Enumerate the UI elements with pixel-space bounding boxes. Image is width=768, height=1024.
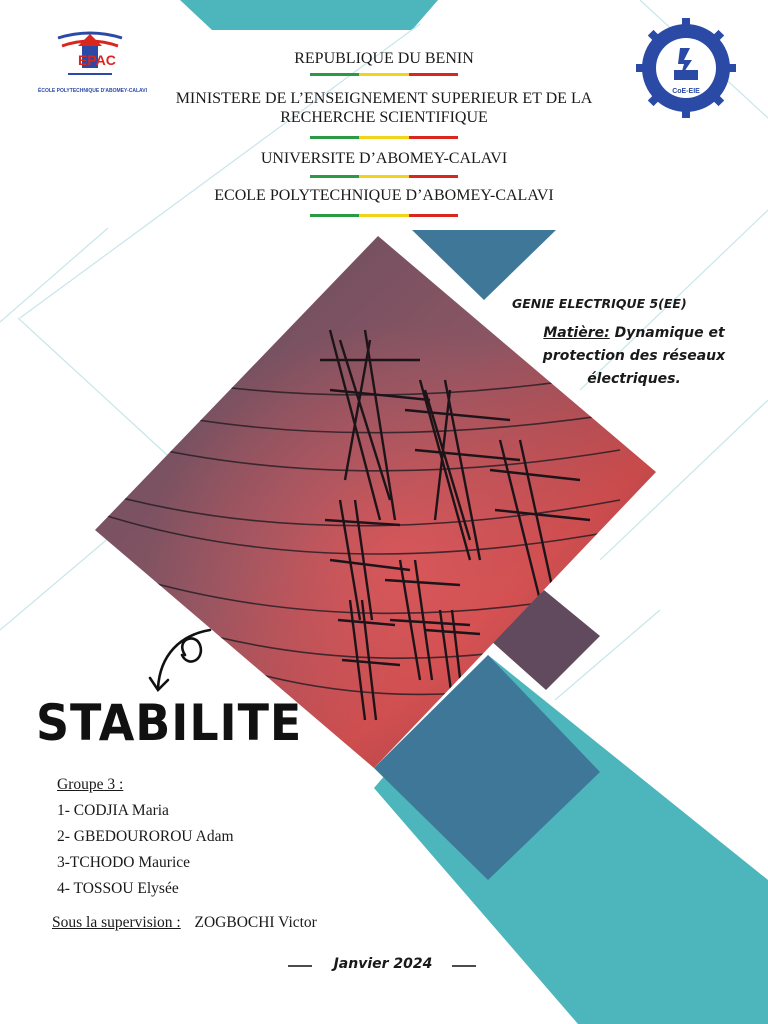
flag-divider-4 <box>310 214 458 217</box>
supervision-line <box>52 914 317 932</box>
supervisor-name: ZOGBOCHI Victor <box>194 914 317 931</box>
header-school: ECOLE POLYTECHNIQUE D’ABOMEY-CALAVI <box>214 187 554 204</box>
subject-line-1: Dynamique et <box>614 325 725 341</box>
epac-brand: EPAC <box>78 52 116 68</box>
program-label: GENIE ELECTRIQUE 5(EE) <box>512 296 687 311</box>
epac-caption: ÉCOLE POLYTECHNIQUE D'ABOMEY-CALAVI <box>38 88 147 94</box>
flag-divider-1 <box>310 73 458 76</box>
date: Janvier 2024 <box>333 956 433 972</box>
subject-block <box>520 322 748 391</box>
subject-label: Matière: <box>543 325 610 341</box>
top-teal-band <box>180 0 438 30</box>
coe-eie-label: CoE-EIE <box>672 88 700 95</box>
member-4: 4- TOSSOU Elysée <box>57 880 179 897</box>
curly-arrow <box>150 630 210 690</box>
flag-divider-2 <box>310 136 458 139</box>
supervision-label: Sous la supervision : <box>52 914 181 931</box>
header-republic: REPUBLIQUE DU BENIN <box>294 50 474 67</box>
member-1: 1- CODJIA Maria <box>57 802 169 819</box>
header-university: UNIVERSITE D’ABOMEY-CALAVI <box>260 150 508 167</box>
subject-line-3: électriques. <box>587 371 681 387</box>
subject-line-2: protection des réseaux <box>542 348 726 364</box>
flag-divider-3 <box>310 175 458 178</box>
header-ministry-2: RECHERCHE SCIENTIFIQUE <box>280 109 488 126</box>
header-ministry-1: MINISTERE DE L’ENSEIGNEMENT SUPERIEUR ET DE LA <box>175 90 593 107</box>
member-2: 2- GBEDOUROROU Adam <box>57 828 234 845</box>
group-label: Groupe 3 : <box>57 776 124 793</box>
member-3: 3-TCHODO Maurice <box>57 854 191 871</box>
document-title: STABILITE <box>36 694 303 752</box>
